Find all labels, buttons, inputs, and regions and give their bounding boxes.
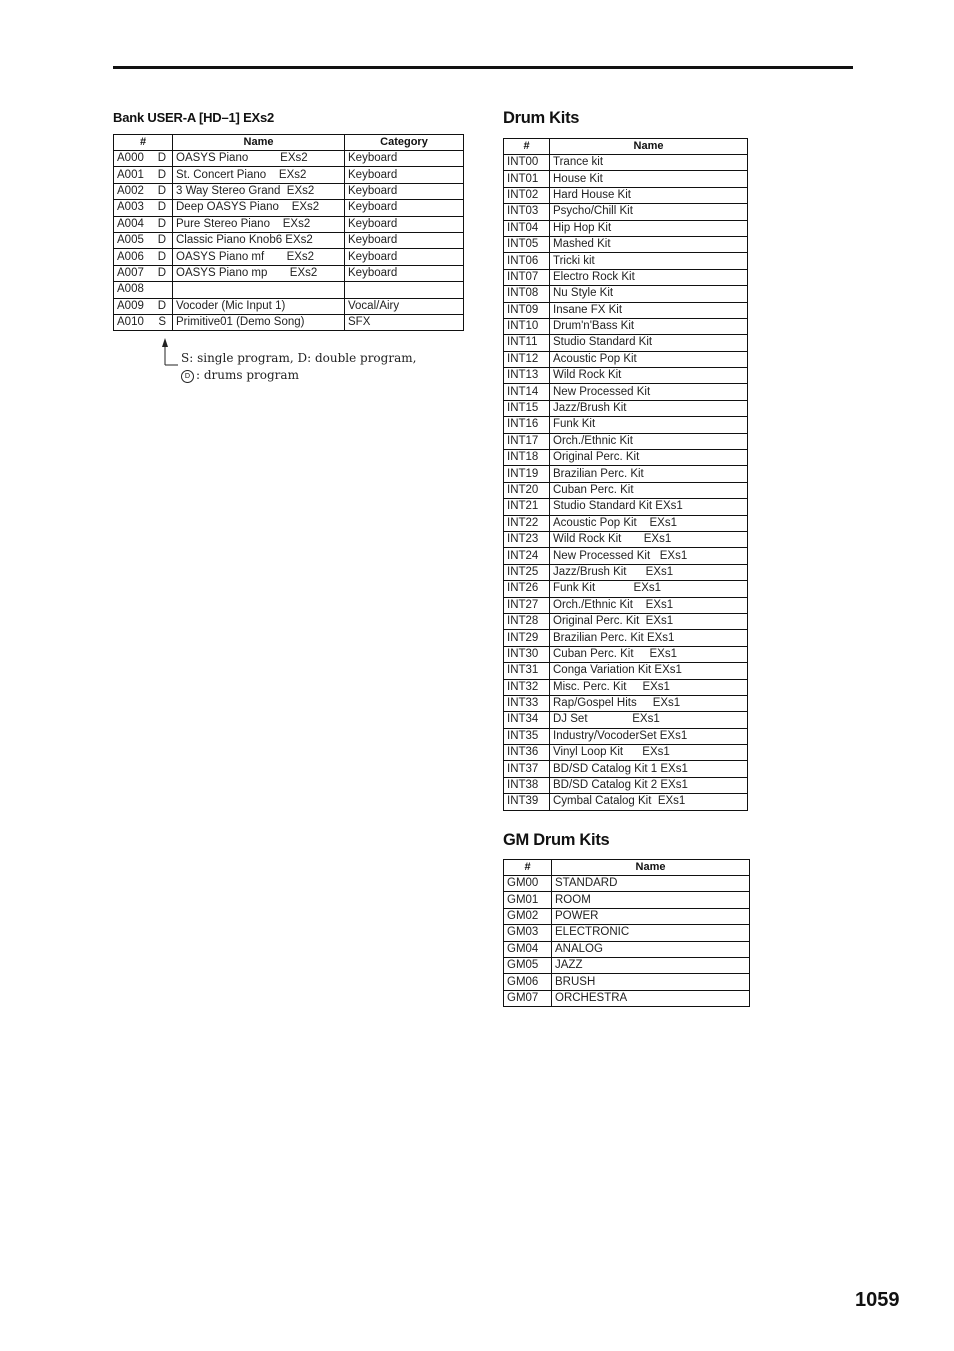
kit-name-cell: Cuban Perc. Kit [550, 482, 748, 498]
table-row [504, 269, 748, 285]
kit-name-cell: Funk Kit EXs1 [550, 581, 748, 597]
kit-name-cell: ELECTRONIC [552, 925, 750, 941]
kit-name-cell: New Processed Kit EXs1 [550, 548, 748, 564]
kit-number-cell: INT25 [504, 564, 550, 580]
program-type-flag: D [157, 152, 166, 165]
table-row [114, 265, 464, 281]
table-row [114, 298, 464, 314]
table-row [504, 368, 748, 384]
program-type-flag: D [157, 168, 166, 181]
kit-name-cell: DJ Set EXs1 [550, 712, 748, 728]
table-row [504, 515, 748, 531]
column-header-name: Name [550, 139, 748, 155]
table-row [504, 794, 748, 810]
kit-name-cell: Tricki kit [550, 253, 748, 269]
program-number: A007 [117, 266, 144, 279]
kit-name-cell: House Kit [550, 171, 748, 187]
program-category-cell [345, 282, 464, 298]
kit-number-cell: INT07 [504, 269, 550, 285]
table-header-row [504, 139, 748, 155]
kit-number-cell: INT02 [504, 187, 550, 203]
kit-name-cell: Brazilian Perc. Kit EXs1 [550, 630, 748, 646]
table-row [504, 302, 748, 318]
table-row [504, 630, 748, 646]
table-row [114, 167, 464, 183]
kit-number-cell: GM06 [504, 974, 552, 990]
table-row [504, 417, 748, 433]
program-category-cell: Keyboard [345, 183, 464, 199]
table-row [504, 581, 748, 597]
column-header-name: Name [173, 135, 345, 151]
program-name-cell [173, 282, 345, 298]
kit-number-cell: GM00 [504, 876, 552, 892]
table-row [504, 155, 748, 171]
kit-name-cell: Cuban Perc. Kit EXs1 [550, 646, 748, 662]
kit-number-cell: INT14 [504, 384, 550, 400]
kit-name-cell: Insane FX Kit [550, 302, 748, 318]
kit-number-cell: INT18 [504, 450, 550, 466]
table-row [504, 941, 750, 957]
table-row [114, 232, 464, 248]
table-row [504, 564, 748, 580]
kit-name-cell: BD/SD Catalog Kit 2 EXs1 [550, 777, 748, 793]
header-rule [113, 66, 853, 69]
program-number: A004 [117, 217, 144, 230]
kit-name-cell: Wild Rock Kit [550, 368, 748, 384]
table-row [504, 482, 748, 498]
table-row [504, 400, 748, 416]
table-row [504, 679, 748, 695]
kit-number-cell: GM05 [504, 957, 552, 973]
kit-number-cell: INT03 [504, 204, 550, 220]
program-type-legend [181, 350, 416, 383]
table-row [504, 384, 748, 400]
column-header-category: Category [345, 135, 464, 151]
table-row [504, 335, 748, 351]
legend-line-2-text: : drums program [196, 367, 299, 382]
kit-number-cell: GM04 [504, 941, 552, 957]
kit-number-cell: INT31 [504, 663, 550, 679]
table-row [504, 531, 748, 547]
kit-number-cell: INT29 [504, 630, 550, 646]
kit-number-cell: INT15 [504, 400, 550, 416]
kit-number-cell: INT35 [504, 728, 550, 744]
program-type-flag: S [158, 316, 166, 329]
kit-name-cell: Original Perc. Kit EXs1 [550, 613, 748, 629]
program-name-cell: OASYS Piano EXs2 [173, 151, 345, 167]
kit-name-cell: Trance kit [550, 155, 748, 171]
table-row [504, 318, 748, 334]
program-category-cell: Keyboard [345, 232, 464, 248]
kit-name-cell: Studio Standard Kit EXs1 [550, 499, 748, 515]
kit-name-cell: Misc. Perc. Kit EXs1 [550, 679, 748, 695]
table-row [504, 990, 750, 1006]
program-name-cell: Deep OASYS Piano EXs2 [173, 200, 345, 216]
program-number-cell [114, 232, 173, 248]
kit-number-cell: INT28 [504, 613, 550, 629]
gm-drum-kits-table [503, 859, 750, 1007]
table-row [504, 957, 750, 973]
program-type-flag: D [157, 234, 166, 247]
kit-name-cell: Psycho/Chill Kit [550, 204, 748, 220]
program-category-cell: Keyboard [345, 216, 464, 232]
bank-user-a-title: Bank USER-A [HD–1] EXs2 [113, 110, 275, 125]
legend-pointer-arrow [158, 338, 180, 366]
table-row [114, 314, 464, 330]
kit-name-cell: Nu Style Kit [550, 286, 748, 302]
kit-number-cell: INT13 [504, 368, 550, 384]
kit-number-cell: INT09 [504, 302, 550, 318]
kit-name-cell: Electro Rock Kit [550, 269, 748, 285]
program-name-cell: OASYS Piano mf EXs2 [173, 249, 345, 265]
kit-name-cell: Cymbal Catalog Kit EXs1 [550, 794, 748, 810]
table-row [504, 974, 750, 990]
program-number-cell [114, 298, 173, 314]
program-type-flag: D [157, 184, 166, 197]
kit-name-cell: Original Perc. Kit [550, 450, 748, 466]
kit-number-cell: INT20 [504, 482, 550, 498]
kit-number-cell: GM07 [504, 990, 552, 1006]
kit-name-cell: Industry/VocoderSet EXs1 [550, 728, 748, 744]
table-row [504, 187, 748, 203]
program-type-flag: D [157, 299, 166, 312]
kit-number-cell: INT39 [504, 794, 550, 810]
table-row [504, 220, 748, 236]
kit-number-cell: INT33 [504, 695, 550, 711]
program-category-cell: SFX [345, 314, 464, 330]
kit-name-cell: Drum'n'Bass Kit [550, 318, 748, 334]
table-row [114, 200, 464, 216]
program-category-cell: Keyboard [345, 151, 464, 167]
table-row [504, 876, 750, 892]
table-row [504, 466, 748, 482]
table-row [504, 892, 750, 908]
table-row [504, 646, 748, 662]
kit-number-cell: INT37 [504, 761, 550, 777]
kit-number-cell: INT12 [504, 351, 550, 367]
kit-number-cell: INT21 [504, 499, 550, 515]
program-name-cell: Classic Piano Knob6 EXs2 [173, 232, 345, 248]
program-number: A002 [117, 184, 144, 197]
program-name-cell: St. Concert Piano EXs2 [173, 167, 345, 183]
table-row [504, 236, 748, 252]
kit-name-cell: ANALOG [552, 941, 750, 957]
kit-name-cell: Rap/Gospel Hits EXs1 [550, 695, 748, 711]
table-row [504, 450, 748, 466]
kit-number-cell: INT34 [504, 712, 550, 728]
table-row [504, 908, 750, 924]
program-number-cell [114, 183, 173, 199]
table-row [504, 204, 748, 220]
program-name-cell: 3 Way Stereo Grand EXs2 [173, 183, 345, 199]
kit-number-cell: GM02 [504, 908, 552, 924]
program-category-cell: Vocal/Airy [345, 298, 464, 314]
program-number-cell [114, 151, 173, 167]
kit-number-cell: INT05 [504, 236, 550, 252]
drum-kits-table [503, 138, 748, 811]
table-row [504, 712, 748, 728]
kit-number-cell: INT32 [504, 679, 550, 695]
kit-name-cell: Acoustic Pop Kit [550, 351, 748, 367]
kit-number-cell: INT27 [504, 597, 550, 613]
kit-name-cell: BRUSH [552, 974, 750, 990]
column-header-name: Name [552, 860, 750, 876]
kit-number-cell: INT26 [504, 581, 550, 597]
table-row [114, 282, 464, 298]
kit-name-cell: Funk Kit [550, 417, 748, 433]
table-row [504, 925, 750, 941]
table-row [504, 433, 748, 449]
kit-number-cell: INT00 [504, 155, 550, 171]
program-number-cell [114, 216, 173, 232]
program-number-cell [114, 249, 173, 265]
table-row [504, 286, 748, 302]
table-row [504, 351, 748, 367]
program-type-flag: D [157, 266, 166, 279]
column-header-number: # [504, 860, 552, 876]
kit-number-cell: INT24 [504, 548, 550, 564]
program-number: A008 [117, 283, 144, 296]
table-row [114, 183, 464, 199]
table-row [114, 216, 464, 232]
table-row [114, 151, 464, 167]
program-name-cell: OASYS Piano mp EXs2 [173, 265, 345, 281]
table-row [504, 499, 748, 515]
column-header-number: # [114, 135, 173, 151]
program-category-cell: Keyboard [345, 200, 464, 216]
kit-number-cell: GM03 [504, 925, 552, 941]
kit-name-cell: BD/SD Catalog Kit 1 EXs1 [550, 761, 748, 777]
page-number: 1059 [855, 1289, 900, 1311]
kit-number-cell: INT19 [504, 466, 550, 482]
kit-number-cell: INT06 [504, 253, 550, 269]
program-number: A010 [117, 316, 144, 329]
kit-name-cell: Jazz/Brush Kit EXs1 [550, 564, 748, 580]
kit-number-cell: INT36 [504, 745, 550, 761]
kit-name-cell: JAZZ [552, 957, 750, 973]
table-row [504, 728, 748, 744]
table-header-row [504, 860, 750, 876]
program-number-cell [114, 167, 173, 183]
kit-number-cell: INT22 [504, 515, 550, 531]
kit-name-cell: ORCHESTRA [552, 990, 750, 1006]
kit-name-cell: Jazz/Brush Kit [550, 400, 748, 416]
kit-number-cell: INT08 [504, 286, 550, 302]
kit-number-cell: INT16 [504, 417, 550, 433]
program-type-flag: D [157, 250, 166, 263]
kit-name-cell: Hard House Kit [550, 187, 748, 203]
program-number: A005 [117, 234, 144, 247]
table-row [504, 613, 748, 629]
kit-name-cell: POWER [552, 908, 750, 924]
kit-number-cell: INT04 [504, 220, 550, 236]
table-row [504, 777, 748, 793]
table-row [504, 171, 748, 187]
table-row [504, 745, 748, 761]
program-category-cell: Keyboard [345, 249, 464, 265]
kit-name-cell: Mashed Kit [550, 236, 748, 252]
table-row [504, 695, 748, 711]
kit-number-cell: INT30 [504, 646, 550, 662]
drum-kits-title: Drum Kits [503, 109, 580, 127]
gm-drum-kits-title: GM Drum Kits [503, 831, 610, 849]
program-number: A001 [117, 168, 144, 181]
kit-number-cell: GM01 [504, 892, 552, 908]
program-number: A003 [117, 201, 144, 214]
legend-line-2 [181, 367, 416, 384]
legend-line-1: S: single program, D: double program, [181, 351, 417, 365]
kit-number-cell: INT23 [504, 531, 550, 547]
table-row [114, 249, 464, 265]
kit-name-cell: ROOM [552, 892, 750, 908]
kit-number-cell: INT17 [504, 433, 550, 449]
table-row [504, 253, 748, 269]
kit-name-cell: Vinyl Loop Kit EXs1 [550, 745, 748, 761]
table-row [504, 761, 748, 777]
table-header-row [114, 135, 464, 151]
kit-name-cell: Brazilian Perc. Kit [550, 466, 748, 482]
program-number: A000 [117, 152, 144, 165]
kit-number-cell: INT11 [504, 335, 550, 351]
program-name-cell: Primitive01 (Demo Song) [173, 314, 345, 330]
table-row [504, 548, 748, 564]
kit-number-cell: INT01 [504, 171, 550, 187]
kit-name-cell: Orch./Ethnic Kit EXs1 [550, 597, 748, 613]
kit-name-cell: New Processed Kit [550, 384, 748, 400]
table-row [504, 597, 748, 613]
program-number: A006 [117, 250, 144, 263]
program-type-flag: D [157, 217, 166, 230]
column-header-number: # [504, 139, 550, 155]
kit-number-cell: INT10 [504, 318, 550, 334]
program-name-cell: Pure Stereo Piano EXs2 [173, 216, 345, 232]
kit-name-cell: Acoustic Pop Kit EXs1 [550, 515, 748, 531]
drums-program-icon: D [181, 370, 194, 383]
program-name-cell: Vocoder (Mic Input 1) [173, 298, 345, 314]
kit-number-cell: INT38 [504, 777, 550, 793]
program-number-cell [114, 282, 173, 298]
program-type-flag: D [157, 201, 166, 214]
kit-name-cell: Studio Standard Kit [550, 335, 748, 351]
table-row [504, 663, 748, 679]
kit-name-cell: Orch./Ethnic Kit [550, 433, 748, 449]
kit-name-cell: Hip Hop Kit [550, 220, 748, 236]
bank-user-a-table [113, 134, 464, 331]
program-number-cell [114, 265, 173, 281]
kit-name-cell: Conga Variation Kit EXs1 [550, 663, 748, 679]
program-number: A009 [117, 299, 144, 312]
program-number-cell [114, 314, 173, 330]
program-category-cell: Keyboard [345, 167, 464, 183]
program-number-cell [114, 200, 173, 216]
kit-name-cell: STANDARD [552, 876, 750, 892]
program-category-cell: Keyboard [345, 265, 464, 281]
kit-name-cell: Wild Rock Kit EXs1 [550, 531, 748, 547]
